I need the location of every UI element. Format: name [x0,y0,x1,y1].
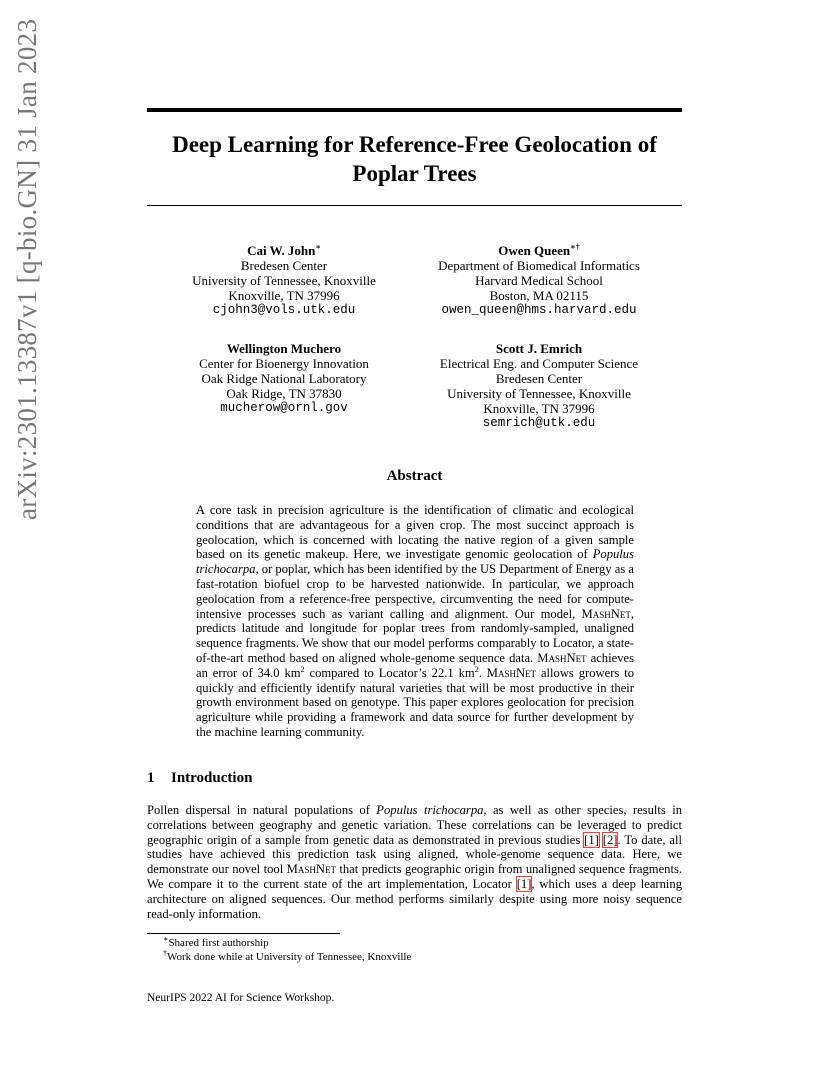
author-email[interactable]: semrich@utk.edu [482,416,596,430]
affiliation-line: Electrical Eng. and Computer Science [439,356,639,371]
affiliation-line: Department of Biomedical Informatics [438,258,640,273]
tool-name: MashNet [486,665,537,680]
author-name: Scott J. Emrich [495,341,583,356]
affiliation-line: Boston, MA 02115 [489,288,589,303]
title-bottom-rule [147,205,682,206]
author-email[interactable]: mucherow@ornl.gov [220,401,348,415]
author-name: Owen Queen [498,243,571,258]
title-top-rule [147,108,682,112]
author-block-4 [404,341,674,431]
author-mark: ∗ [315,242,321,252]
arxiv-identifier: arXiv:2301.13387v1 [q-bio.GN] 31 Jan 2023 [12,18,42,520]
affiliation-line: Knoxville, TN 37996 [483,401,595,416]
title-line-2: Poplar Trees [352,161,477,186]
affiliation-line: Oak Ridge, TN 37830 [226,386,342,401]
affiliation-line: Oak Ridge National Laboratory [201,371,367,386]
affiliation-line: Bredesen Center [495,371,583,386]
author-mark: ∗† [570,242,580,252]
footnote-rule [147,933,340,934]
footnote-text: Shared first authorship [168,937,269,949]
citation-link[interactable]: [1] [516,876,532,891]
paper-title [147,130,682,188]
abstract-heading: Abstract [386,468,443,484]
citation-link[interactable]: [1] [584,832,599,847]
author-name: Cai W. John [247,243,316,258]
affiliation-line: University of Tennessee, Knoxville [447,386,631,401]
footnote-mark: ∗ [163,934,169,944]
tool-name: MashNet [537,650,587,665]
species-name: Populus trichocarpa [376,803,484,817]
footnote-text: Work done while at University of Tennessee, Knoxville [167,951,412,963]
author-email[interactable]: cjohn3@vols.utk.edu [212,303,356,317]
affiliation-line: Bredesen Center [240,258,328,273]
citation-link[interactable]: [2] [602,832,618,847]
affiliation-line: Center for Bioenergy Innovation [199,356,369,371]
affiliation-line: Harvard Medical School [475,273,603,288]
species-name: Populus trichocarpa [196,547,634,577]
venue-note: NeurIPS 2022 AI for Science Workshop. [147,992,335,1004]
author-block-1 [164,243,404,318]
section-heading [147,770,252,787]
footnote-2 [147,948,412,964]
affiliation-line: University of Tennessee, Knoxville [192,273,376,288]
tool-name: MashNet [286,862,336,877]
author-block-3 [164,341,404,416]
author-block-2 [404,243,674,318]
footnote-mark: † [163,948,167,958]
affiliation-line: Knoxville, TN 37996 [228,288,340,303]
abstract-body: A core task in precision agriculture is the identification of climatic and ecological conditions that are advantageous for a given crop. The most succinct approach is geolocation, which is concerned with locating the native region of a given sample based on its genetic makeup. Here, we investigate genomic geolocation of Populus trichocarpa, or poplar, which has been identified by the US Department of Energy as a fast-rotation biofuel crop to be harvested nationwide. In particular, we approach geolocation from a reference-free perspective, circumventing the need for compute-intensive processes such as variant calling and alignment. Our model, MashNet, predicts latitude and longitude for poplar trees from randomly-sampled, unaligned sequence fragments. We show that our model performs comparably to Locator, a state-of-the-art method based on aligned whole-genome sequence data. MashNet achieves an error of 34.0 $km^2$ compared to Locator’s 22.1 $km^2$. MashNet allows growers to quickly and efficiently identify natural varieties that will be most productive in their growth environment based on genotype. This paper explores geolocation for precision agriculture while providing a framework and data source for further development by the machine learning community. [196,503,634,739]
tool-name: MashNet [581,606,631,621]
section-title: Introduction [171,770,253,786]
section-number: 1 [147,770,155,786]
title-line-1: Deep Learning for Reference-Free Geolocation of [172,132,657,157]
introduction-body: Pollen dispersal in natural populations of Populus trichocarpa, as well as other species, results in correlations between geography and genetic variation. These correlations can be leveraged to predict geographic origin of a sample from genetic data as demonstrated in previous studies [1] [2]. To date, all studies have achieved this prediction task using aligned, whole-genome sequence data. Here, we demonstrate our novel tool MashNet that predicts geographic origin from unaligned sequence fragments. We compare it to the current state of the art implementation, Locator [1], which uses a deep learning architecture on aligned sequences. Our method performs similarly despite using more noisy sequence read-only information. [147,803,683,921]
author-name: Wellington Muchero [226,341,342,356]
author-email[interactable]: owen_queen@hms.harvard.edu [441,303,637,317]
